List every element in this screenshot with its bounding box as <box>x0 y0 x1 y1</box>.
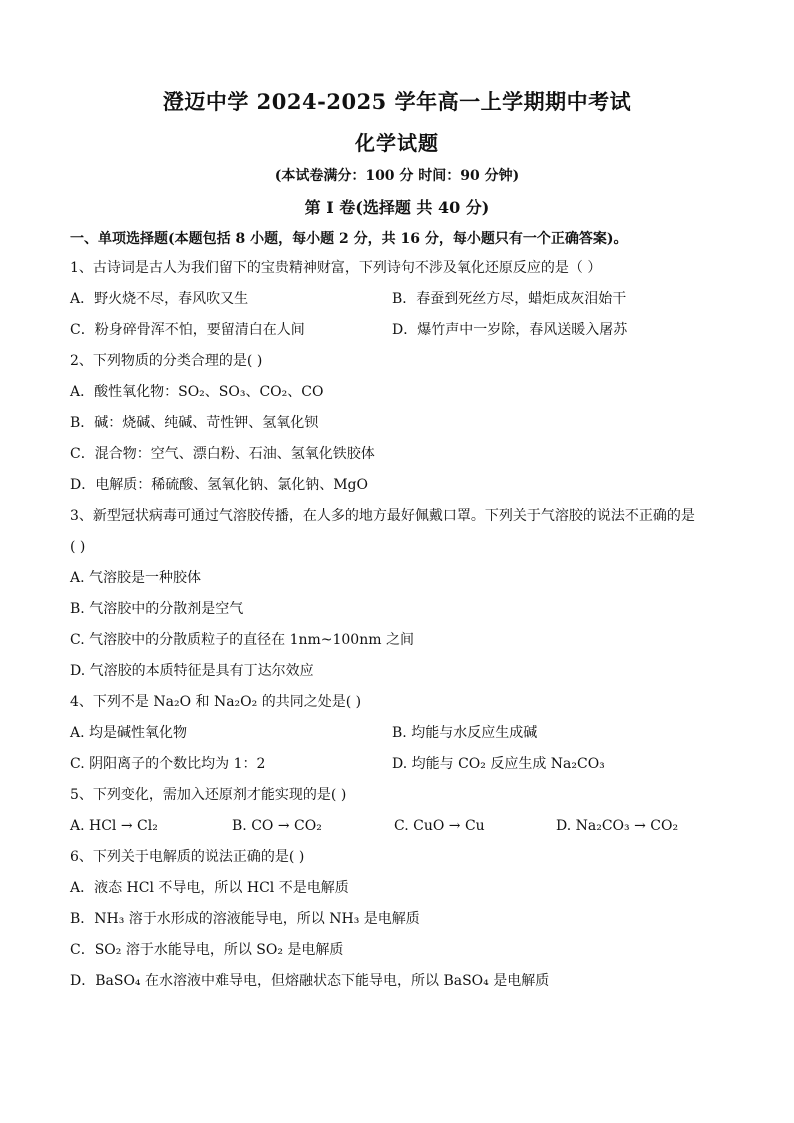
question-5-option-a: A. HCl → Cl₂ <box>70 818 158 834</box>
exam-note: (本试卷满分：100 分 时间：90 分钟) <box>274 168 520 184</box>
question-2-option-b: B．碱：烧碱、纯碱、苛性钾、氢氧化钡 <box>70 415 319 431</box>
volume-heading: 第 I 卷(选择题 共 40 分) <box>304 198 490 217</box>
question-3-option-a: A. 气溶胶是一种胶体 <box>70 570 202 586</box>
section-heading: 一、单项选择题(本题包括 8 小题，每小题 2 分，共 16 分，每小题只有一个正确答案)。 <box>70 231 628 247</box>
question-1-option-c: C．粉身碎骨浑不怕，要留清白在人间 <box>70 322 305 338</box>
question-1-option-b: B．春蚕到死丝方尽，蜡炬成灰泪始干 <box>392 291 627 307</box>
question-3-stem: 3、新型冠状病毒可通过气溶胶传播，在人多的地方最好佩戴口罩。下列关于气溶胶的说法不正确的是 <box>70 508 695 524</box>
question-1-option-a: A．野火烧不尽，春风吹又生 <box>70 291 249 307</box>
question-1-options-row-2 <box>70 315 724 346</box>
question-1-options-row-1 <box>70 284 724 315</box>
question-4-option-b: B. 均能与水反应生成碱 <box>392 725 538 741</box>
question-2-option-d: D．电解质：稀硫酸、氢氧化钠、氯化钠、MgO <box>70 477 368 493</box>
question-5-option-d: D. Na₂CO₃ → CO₂ <box>556 818 679 834</box>
question-5-stem: 5、下列变化，需加入还原剂才能实现的是( ) <box>70 787 347 803</box>
exam-title: 澄迈中学 2024-2025 学年高一上学期期中考试 <box>162 89 632 114</box>
question-5-option-b: B. CO → CO₂ <box>232 818 322 834</box>
question-4-stem: 4、下列不是 Na₂O 和 Na₂O₂ 的共同之处是( ) <box>70 694 362 710</box>
question-6-stem: 6、下列关于电解质的说法正确的是( ) <box>70 849 305 865</box>
question-4-options-row-2 <box>70 749 724 780</box>
question-4-option-c: C. 阴阳离子的个数比均为 1：2 <box>70 756 266 772</box>
exam-subject: 化学试题 <box>355 131 439 155</box>
question-4-option-a: A. 均是碱性氧化物 <box>70 725 188 741</box>
question-3-option-c: C. 气溶胶中的分散质粒子的直径在 1nm~100nm 之间 <box>70 632 414 648</box>
question-6-option-a: A．液态 HCl 不导电，所以 HCl 不是电解质 <box>70 880 349 896</box>
question-2-option-c: C．混合物：空气、漂白粉、石油、氢氧化铁胶体 <box>70 446 375 462</box>
question-5-option-c: C. CuO → Cu <box>394 818 485 834</box>
question-2-stem: 2、下列物质的分类合理的是( ) <box>70 353 263 369</box>
question-3-stem-paren: ( ) <box>70 539 86 555</box>
question-6-option-c: C．SO₂ 溶于水能导电，所以 SO₂ 是电解质 <box>70 942 344 958</box>
question-1-stem: 1、古诗词是古人为我们留下的宝贵精神财富，下列诗句不涉及氧化还原反应的是（ ） <box>70 260 602 276</box>
question-4-option-d: D. 均能与 CO₂ 反应生成 Na₂CO₃ <box>392 756 605 772</box>
question-3-option-d: D. 气溶胶的本质特征是具有丁达尔效应 <box>70 663 314 679</box>
question-6-option-d: D．BaSO₄ 在水溶液中难导电，但熔融状态下能导电，所以 BaSO₄ 是电解质 <box>70 973 550 989</box>
question-1-option-d: D．爆竹声中一岁除，春风送暖入屠苏 <box>392 322 628 338</box>
question-6-option-b: B．NH₃ 溶于水形成的溶液能导电，所以 NH₃ 是电解质 <box>70 911 420 927</box>
question-3-option-b: B. 气溶胶中的分散剂是空气 <box>70 601 244 617</box>
question-5-options-row <box>70 811 724 842</box>
question-2-option-a: A．酸性氧化物：SO₂、SO₃、CO₂、CO <box>70 384 324 400</box>
question-4-options-row-1 <box>70 718 724 749</box>
